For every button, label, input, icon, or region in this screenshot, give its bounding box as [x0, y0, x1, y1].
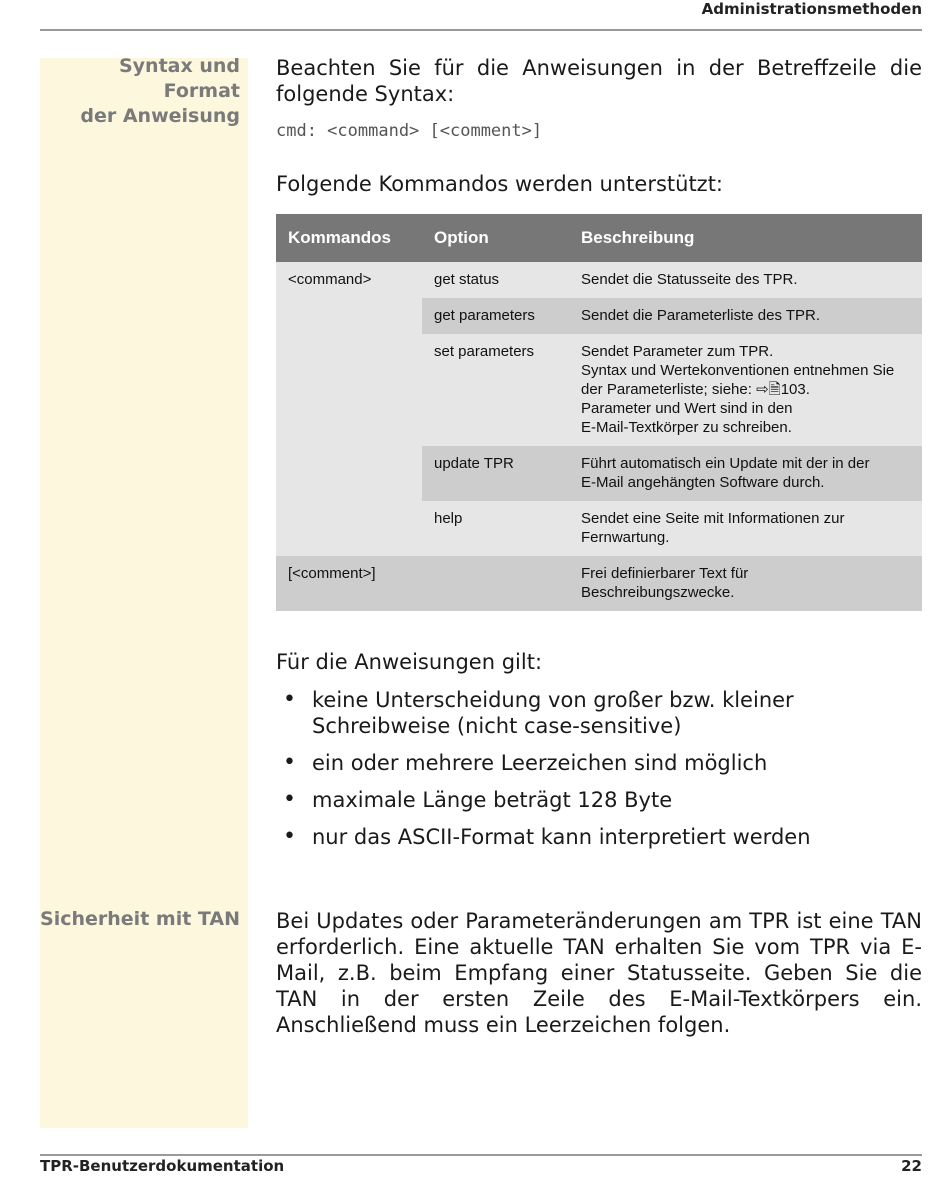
footer-document-title: TPR-Benutzerdokumentation [40, 1157, 285, 1175]
heading-line: Sicherheit mit TAN [40, 908, 240, 930]
page-header-title: Administrationsmethoden [701, 0, 922, 18]
description-line: Sendet die Statusseite des TPR. [581, 271, 798, 288]
column-header: Option [422, 214, 569, 262]
tan-section [276, 908, 922, 1038]
commands-table [276, 214, 922, 611]
option-cell: update TPR [422, 446, 569, 501]
syntax-code: cmd: <command> [<comment>] [276, 121, 543, 141]
description-cell [569, 262, 922, 298]
heading-line: der Anweisung [80, 105, 240, 127]
section-heading-tan [40, 907, 240, 932]
command-cell: <command> [276, 262, 422, 298]
option-cell: help [422, 501, 569, 556]
table-row [276, 298, 922, 334]
option-cell: set parameters [422, 334, 569, 446]
table-row [276, 556, 922, 611]
description-line: Parameter und Wert sind in den [581, 400, 793, 417]
table-row [276, 446, 922, 501]
description-cell [569, 556, 922, 611]
heading-line: Syntax und Format [118, 55, 240, 102]
table-row [276, 334, 922, 446]
command-cell: [<comment>] [276, 556, 422, 611]
description-cell [569, 298, 922, 334]
column-header: Beschreibung [569, 214, 922, 262]
section-heading-syntax [40, 54, 240, 129]
description-cell [569, 501, 922, 556]
footer-rule [40, 1154, 922, 1156]
description-cell [569, 446, 922, 501]
option-cell [422, 556, 569, 611]
description-line[interactable]: der Parameterliste; siehe: ⇨🗎103. [581, 381, 810, 398]
table-row [276, 501, 922, 556]
tan-text: Bei Updates oder Parameteränderungen am TPR ist eine TAN erforderlich. Eine aktuelle TAN erhalten Sie vom TPR via E-Mail, z.B. beim Empfang einer Statusseite. Geben Sie die TAN in der ersten Zeile des E-Mail-Textkörpers ein. Anschließend muss ein Leerzeichen folgen. [276, 909, 922, 1037]
description-line: Führt automatisch ein Update mit der in der [581, 455, 870, 472]
option-cell: get parameters [422, 298, 569, 334]
syntax-section [276, 55, 922, 197]
list-item: • keine Unterscheidung von großer bzw. kleiner Schreibweise (nicht case-sensitive) [276, 687, 922, 739]
description-line: Fernwartung. [581, 529, 670, 546]
sidebar-band [40, 58, 248, 1128]
description-line: Frei definierbarer Text für [581, 565, 749, 582]
description-line: E-Mail-Textkörper zu schreiben. [581, 419, 792, 436]
rules-intro: Für die Anweisungen gilt: [276, 650, 543, 674]
description-line: Sendet die Parameterliste des TPR. [581, 307, 821, 324]
command-cell [276, 334, 422, 446]
command-cell [276, 446, 422, 501]
rules-section [276, 649, 922, 861]
list-item: • maximale Länge beträgt 128 Byte [276, 787, 922, 813]
description-line: Sendet Parameter zum TPR. [581, 343, 774, 360]
commands-table-wrap [276, 214, 922, 611]
description-line: Sendet eine Seite mit Informationen zur [581, 510, 845, 527]
list-item: • nur das ASCII-Format kann interpretiert werden [276, 824, 922, 850]
table-row [276, 262, 922, 298]
header-rule [40, 29, 922, 31]
option-cell: get status [422, 262, 569, 298]
list-item: • ein oder mehrere Leerzeichen sind möglich [276, 750, 922, 776]
description-line: E-Mail angehängten Software durch. [581, 474, 825, 491]
syntax-intro: Beachten Sie für die Anweisungen in der Betreffzeile die folgende Syntax: [276, 56, 922, 106]
footer-page-number: 22 [901, 1157, 922, 1175]
description-line: Beschreibungszwecke. [581, 584, 735, 601]
command-cell [276, 501, 422, 556]
commands-intro: Folgende Kommandos werden unterstützt: [276, 172, 724, 196]
description-line: Syntax und Wertekonventionen entnehmen Sie [581, 362, 895, 379]
command-cell [276, 298, 422, 334]
column-header: Kommandos [276, 214, 422, 262]
rules-list [276, 687, 922, 850]
table-header-row [276, 214, 922, 262]
description-cell [569, 334, 922, 446]
